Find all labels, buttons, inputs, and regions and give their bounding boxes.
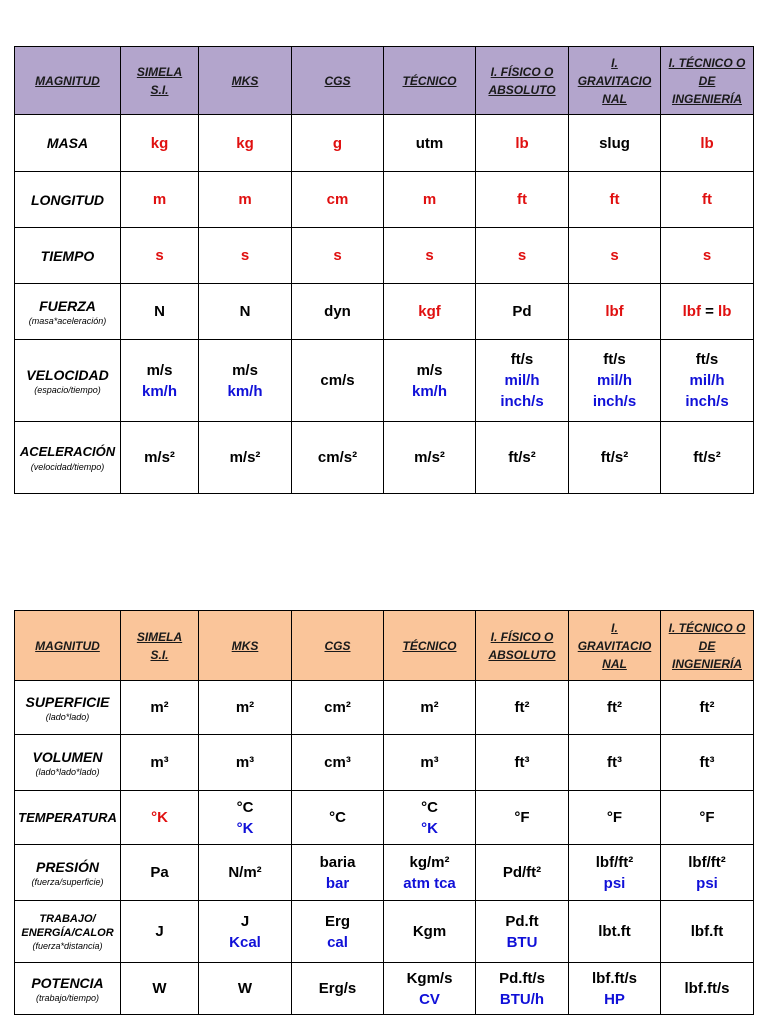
- magnitude-cell: [15, 284, 121, 340]
- unit-cell: [199, 172, 292, 228]
- header-label: S.I.: [150, 82, 169, 97]
- unit-cell: [384, 791, 476, 845]
- unit-cell: [569, 735, 661, 791]
- unit-value: ft²: [699, 699, 715, 716]
- unit-value: lb: [515, 134, 529, 152]
- table-row: [15, 422, 754, 494]
- header-cell: [121, 611, 199, 681]
- header-label: I.: [611, 620, 618, 635]
- table-row: [15, 901, 754, 963]
- unit-value: CV: [419, 990, 440, 1008]
- header-row: [15, 47, 754, 115]
- header-label: S.I.: [150, 647, 169, 662]
- unit-value: J: [240, 912, 250, 930]
- unit-value: ft/s: [510, 351, 534, 368]
- unit-cell: [569, 284, 661, 340]
- unit-cell: [121, 340, 199, 422]
- unit-cell: [569, 422, 661, 494]
- unit-value: BTU: [506, 933, 538, 951]
- unit-cell: [661, 172, 754, 228]
- header-label: CGS: [324, 73, 351, 88]
- unit-cell: [384, 901, 476, 963]
- unit-cell: [292, 735, 384, 791]
- unit-value: N: [239, 303, 251, 320]
- unit-cell: [476, 963, 569, 1015]
- unit-value: psi: [603, 874, 626, 892]
- header-label: MKS: [231, 73, 259, 88]
- unit-value: Pd.ft: [505, 912, 539, 930]
- unit-cell: [661, 845, 754, 901]
- magnitude-formula: (trabajo/tiempo): [35, 992, 100, 1003]
- unit-value: km/h: [227, 382, 263, 400]
- unit-value: N: [154, 303, 165, 320]
- unit-value: m/s: [146, 361, 173, 379]
- magnitude-cell: [15, 735, 121, 791]
- unit-value: ft/s²: [693, 449, 721, 466]
- unit-cell: [476, 422, 569, 494]
- unit-cell: [384, 681, 476, 735]
- header-cell: [199, 611, 292, 681]
- header-label: ABSOLUTO: [488, 647, 556, 662]
- unit-value: baria: [319, 853, 356, 871]
- magnitude-formula: (fuerza*distancia): [32, 940, 103, 951]
- unit-value: °F: [606, 809, 623, 826]
- unit-cell: [661, 340, 754, 422]
- unit-cell: [121, 735, 199, 791]
- unit-cell: [199, 845, 292, 901]
- magnitude-formula: (lado*lado): [45, 711, 90, 722]
- magnitude-cell: [15, 172, 121, 228]
- header-cell: [476, 47, 569, 115]
- header-cell: [384, 47, 476, 115]
- unit-cell: [121, 284, 199, 340]
- unit-cell: [661, 284, 754, 340]
- unit-cell: [569, 791, 661, 845]
- magnitude-formula: (fuerza/superficie): [31, 876, 104, 887]
- unit-cell: [384, 284, 476, 340]
- magnitude-name: SUPERFICIE: [25, 693, 110, 710]
- magnitude-name: LONGITUD: [30, 191, 105, 208]
- unit-cell: [384, 735, 476, 791]
- unit-value: N/m²: [228, 864, 262, 881]
- unit-cell: [199, 901, 292, 963]
- unit-cell: [476, 845, 569, 901]
- magnitude-cell: [15, 422, 121, 494]
- table-row: [15, 735, 754, 791]
- unit-cell: [292, 681, 384, 735]
- header-label: MKS: [231, 638, 259, 653]
- unit-value: lbt.ft: [598, 923, 631, 940]
- unit-value: bar: [325, 874, 350, 892]
- unit-value: m/s²: [229, 449, 261, 466]
- unit-cell: [121, 422, 199, 494]
- unit-cell: [121, 963, 199, 1015]
- unit-cell: [121, 901, 199, 963]
- table-row: [15, 228, 754, 284]
- unit-value: m³: [235, 754, 255, 771]
- unit-cell: [199, 115, 292, 172]
- unit-value: cm/s²: [317, 449, 358, 466]
- header-cell: [569, 611, 661, 681]
- header-label: I. FÍSICO O: [490, 629, 554, 644]
- unit-value: m/s²: [414, 449, 445, 466]
- unit-cell: [569, 963, 661, 1015]
- unit-value: inch/s: [685, 393, 729, 410]
- unit-value: cm³: [324, 754, 351, 771]
- unit-cell: [661, 115, 754, 172]
- unit-cell: [661, 963, 754, 1015]
- magnitude-formula: (lado*lado*lado): [35, 766, 100, 777]
- unit-cell: [292, 901, 384, 963]
- magnitude-name: FUERZA: [39, 297, 96, 314]
- header-cell: [476, 611, 569, 681]
- unit-value: m: [238, 191, 252, 208]
- unit-cell: [476, 901, 569, 963]
- magnitude-cell: [15, 228, 121, 284]
- header-cell: [121, 47, 199, 115]
- unit-cell: [199, 681, 292, 735]
- unit-cell: [476, 681, 569, 735]
- unit-cell: [121, 228, 199, 284]
- magnitude-cell: [15, 340, 121, 422]
- unit-value: m²: [235, 699, 255, 716]
- table-row: [15, 172, 754, 228]
- magnitude-name: PRESIÓN: [35, 858, 99, 875]
- unit-value: kg/m²: [409, 853, 450, 871]
- unit-cell: [476, 340, 569, 422]
- unit-value: W: [237, 980, 253, 997]
- unit-value: °F: [514, 809, 530, 826]
- unit-value: °K: [151, 809, 168, 826]
- unit-value: Kgm: [412, 923, 447, 940]
- unit-value: lbf/ft²: [688, 853, 726, 871]
- unit-cell: [199, 791, 292, 845]
- unit-value: °K: [421, 819, 438, 837]
- unit-value: s: [425, 247, 434, 264]
- header-cell: [292, 611, 384, 681]
- unit-value: HP: [604, 990, 625, 1008]
- unit-value: °F: [699, 809, 715, 826]
- unit-value: m²: [150, 699, 169, 716]
- unit-cell: [121, 845, 199, 901]
- unit-cell: [661, 681, 754, 735]
- magnitude-cell: [15, 963, 121, 1015]
- unit-cell: [569, 845, 661, 901]
- unit-value: ft³: [607, 754, 622, 771]
- header-label: GRAVITACIO: [577, 73, 652, 88]
- unit-value: dyn: [324, 303, 351, 320]
- unit-cell: [199, 284, 292, 340]
- unit-cell: [384, 115, 476, 172]
- unit-value: mil/h: [504, 372, 540, 389]
- unit-value: cm/s: [320, 372, 355, 389]
- unit-value: s: [517, 247, 527, 264]
- unit-value: ft/s²: [600, 449, 629, 466]
- unit-cell: [569, 172, 661, 228]
- magnitude-name: ENERGÍA/CALOR: [21, 926, 114, 939]
- unit-cell: [199, 963, 292, 1015]
- header-label: NAL: [602, 91, 627, 106]
- unit-value: °C: [236, 798, 254, 816]
- unit-value: km/h: [141, 382, 177, 400]
- unit-cell: [569, 681, 661, 735]
- header-cell: [661, 47, 754, 115]
- unit-value: Erg/s: [318, 980, 357, 997]
- magnitude-name: VELOCIDAD: [26, 366, 109, 383]
- unit-value: kg: [236, 134, 254, 152]
- magnitude-name: VOLUMEN: [32, 748, 103, 765]
- unit-cell: [384, 172, 476, 228]
- unit-value: s: [333, 247, 342, 264]
- unit-cell: [292, 284, 384, 340]
- unit-value: Erg: [324, 912, 350, 930]
- unit-value: Pd/ft²: [502, 864, 542, 881]
- unit-cell: [384, 422, 476, 494]
- header-label: CGS: [324, 638, 351, 653]
- unit-value: m: [422, 191, 437, 208]
- magnitude-cell: [15, 901, 121, 963]
- unit-value: lb: [718, 303, 732, 320]
- unit-cell: [476, 791, 569, 845]
- unit-value: ft: [702, 191, 712, 208]
- unit-value: m/s: [416, 361, 443, 379]
- unit-cell: [384, 845, 476, 901]
- header-label: DE: [698, 73, 716, 88]
- unit-cell: [199, 340, 292, 422]
- magnitude-name: TRABAJO/: [39, 912, 96, 925]
- unit-value: =: [700, 303, 719, 320]
- unit-cell: [292, 172, 384, 228]
- unit-value: lbf.ft: [690, 923, 724, 940]
- header-cell: [661, 611, 754, 681]
- header-row: [15, 611, 754, 681]
- unit-value: utm: [415, 134, 444, 152]
- unit-value: kg: [150, 134, 169, 152]
- unit-value: ft³: [514, 754, 530, 771]
- header-label: INGENIERÍA: [671, 91, 742, 106]
- unit-value: lbf/ft²: [595, 853, 634, 871]
- header-label: ABSOLUTO: [488, 82, 556, 97]
- magnitude-cell: [15, 681, 121, 735]
- header-label: MAGNITUD: [35, 73, 100, 88]
- unit-value: ft/s: [603, 351, 626, 368]
- header-label: GRAVITACIO: [577, 638, 652, 653]
- header-label: MAGNITUD: [35, 638, 100, 653]
- unit-value: m²: [420, 699, 439, 716]
- unit-cell: [199, 228, 292, 284]
- unit-value: kgf: [418, 303, 441, 320]
- unit-value: slug: [599, 134, 630, 152]
- header-label: TÉCNICO: [402, 638, 457, 653]
- header-cell: [199, 47, 292, 115]
- header-cell: [15, 47, 121, 115]
- table-row: [15, 340, 754, 422]
- unit-value: inch/s: [500, 393, 544, 410]
- magnitude-cell: [15, 845, 121, 901]
- unit-value: lbf: [682, 303, 701, 320]
- magnitude-name: TEMPERATURA: [18, 809, 117, 825]
- unit-value: s: [240, 247, 250, 264]
- table-row: [15, 681, 754, 735]
- unit-value: m³: [150, 754, 169, 771]
- unit-value: ft²: [607, 699, 622, 716]
- unit-value: s: [155, 247, 164, 264]
- units-table-derived: [14, 610, 754, 1015]
- unit-value: J: [155, 923, 164, 940]
- header-label: NAL: [602, 656, 627, 671]
- unit-value: [663, 301, 751, 322]
- unit-value: ft: [609, 191, 620, 208]
- header-label: TÉCNICO: [402, 73, 457, 88]
- unit-value: mil/h: [689, 372, 725, 389]
- unit-cell: [569, 901, 661, 963]
- unit-value: g: [332, 134, 343, 152]
- magnitude-formula: (masa*aceleración): [28, 315, 107, 326]
- unit-cell: [384, 340, 476, 422]
- unit-value: ft: [517, 191, 527, 208]
- table-row: [15, 115, 754, 172]
- unit-value: m: [152, 191, 167, 208]
- unit-value: °C: [329, 809, 346, 826]
- header-cell: [15, 611, 121, 681]
- units-table-basic: [14, 46, 754, 494]
- unit-value: W: [152, 980, 167, 997]
- unit-cell: [476, 735, 569, 791]
- unit-value: Pd: [512, 303, 532, 320]
- unit-cell: [292, 340, 384, 422]
- unit-cell: [661, 791, 754, 845]
- magnitude-name: POTENCIA: [31, 974, 104, 991]
- unit-cell: [292, 422, 384, 494]
- unit-value: m/s: [232, 361, 258, 379]
- table-row: [15, 845, 754, 901]
- unit-cell: [121, 681, 199, 735]
- unit-value: lbf.ft/s: [684, 980, 730, 997]
- unit-cell: [292, 963, 384, 1015]
- unit-value: mil/h: [596, 372, 632, 389]
- magnitude-formula: (espacio/tiempo): [34, 384, 101, 395]
- unit-value: Pd.ft/s: [499, 969, 545, 987]
- unit-cell: [199, 735, 292, 791]
- unit-cell: [384, 963, 476, 1015]
- unit-value: °K: [236, 819, 254, 837]
- header-cell: [292, 47, 384, 115]
- magnitude-cell: [15, 791, 121, 845]
- unit-value: Kgm/s: [406, 969, 453, 987]
- unit-value: cm²: [324, 699, 351, 716]
- unit-cell: [569, 115, 661, 172]
- unit-value: km/h: [411, 382, 447, 400]
- unit-value: ft/s: [695, 351, 719, 368]
- unit-value: inch/s: [592, 393, 637, 410]
- magnitude-name: ACELERACIÓN: [19, 443, 116, 459]
- magnitude-name: MASA: [46, 135, 89, 151]
- table-row: [15, 284, 754, 340]
- unit-value: ft²: [514, 699, 530, 716]
- unit-cell: [569, 228, 661, 284]
- unit-value: psi: [696, 874, 718, 892]
- unit-value: ft/s²: [508, 449, 536, 466]
- unit-value: s: [610, 247, 619, 264]
- table-row: [15, 963, 754, 1015]
- unit-value: BTU/h: [499, 990, 545, 1008]
- unit-cell: [661, 422, 754, 494]
- unit-value: m/s²: [144, 449, 175, 466]
- unit-cell: [292, 115, 384, 172]
- unit-cell: [199, 422, 292, 494]
- unit-value: Kcal: [229, 933, 261, 951]
- magnitude-formula: (velocidad/tiempo): [30, 461, 105, 472]
- unit-cell: [661, 228, 754, 284]
- header-label: INGENIERÍA: [671, 656, 742, 671]
- unit-cell: [121, 115, 199, 172]
- unit-cell: [292, 845, 384, 901]
- header-label: I.: [611, 55, 618, 70]
- unit-value: °C: [421, 798, 438, 816]
- header-label: I. TÉCNICO O: [668, 620, 746, 635]
- header-cell: [569, 47, 661, 115]
- unit-cell: [476, 284, 569, 340]
- magnitude-cell: [15, 115, 121, 172]
- unit-cell: [476, 172, 569, 228]
- unit-cell: [476, 115, 569, 172]
- header-label: I. TÉCNICO O: [668, 55, 746, 70]
- unit-value: lbf.ft/s: [592, 969, 637, 987]
- unit-value: m³: [420, 754, 439, 771]
- unit-cell: [121, 791, 199, 845]
- header-label: SIMELA: [136, 629, 183, 644]
- unit-cell: [292, 228, 384, 284]
- unit-cell: [121, 172, 199, 228]
- unit-cell: [661, 901, 754, 963]
- unit-cell: [384, 228, 476, 284]
- unit-value: lb: [700, 134, 714, 152]
- header-cell: [384, 611, 476, 681]
- table-row: [15, 791, 754, 845]
- unit-value: cm: [326, 191, 349, 208]
- unit-cell: [661, 735, 754, 791]
- unit-cell: [476, 228, 569, 284]
- unit-cell: [569, 340, 661, 422]
- header-label: DE: [698, 638, 716, 653]
- header-label: I. FÍSICO O: [490, 64, 554, 79]
- header-label: SIMELA: [136, 64, 183, 79]
- unit-value: Pa: [150, 864, 169, 881]
- unit-value: ft³: [699, 754, 715, 771]
- unit-value: atm tca: [403, 874, 456, 892]
- unit-value: cal: [327, 933, 348, 951]
- unit-value: s: [702, 247, 712, 264]
- magnitude-name: TIEMPO: [40, 247, 95, 264]
- unit-value: lbf: [605, 303, 624, 320]
- unit-cell: [292, 791, 384, 845]
